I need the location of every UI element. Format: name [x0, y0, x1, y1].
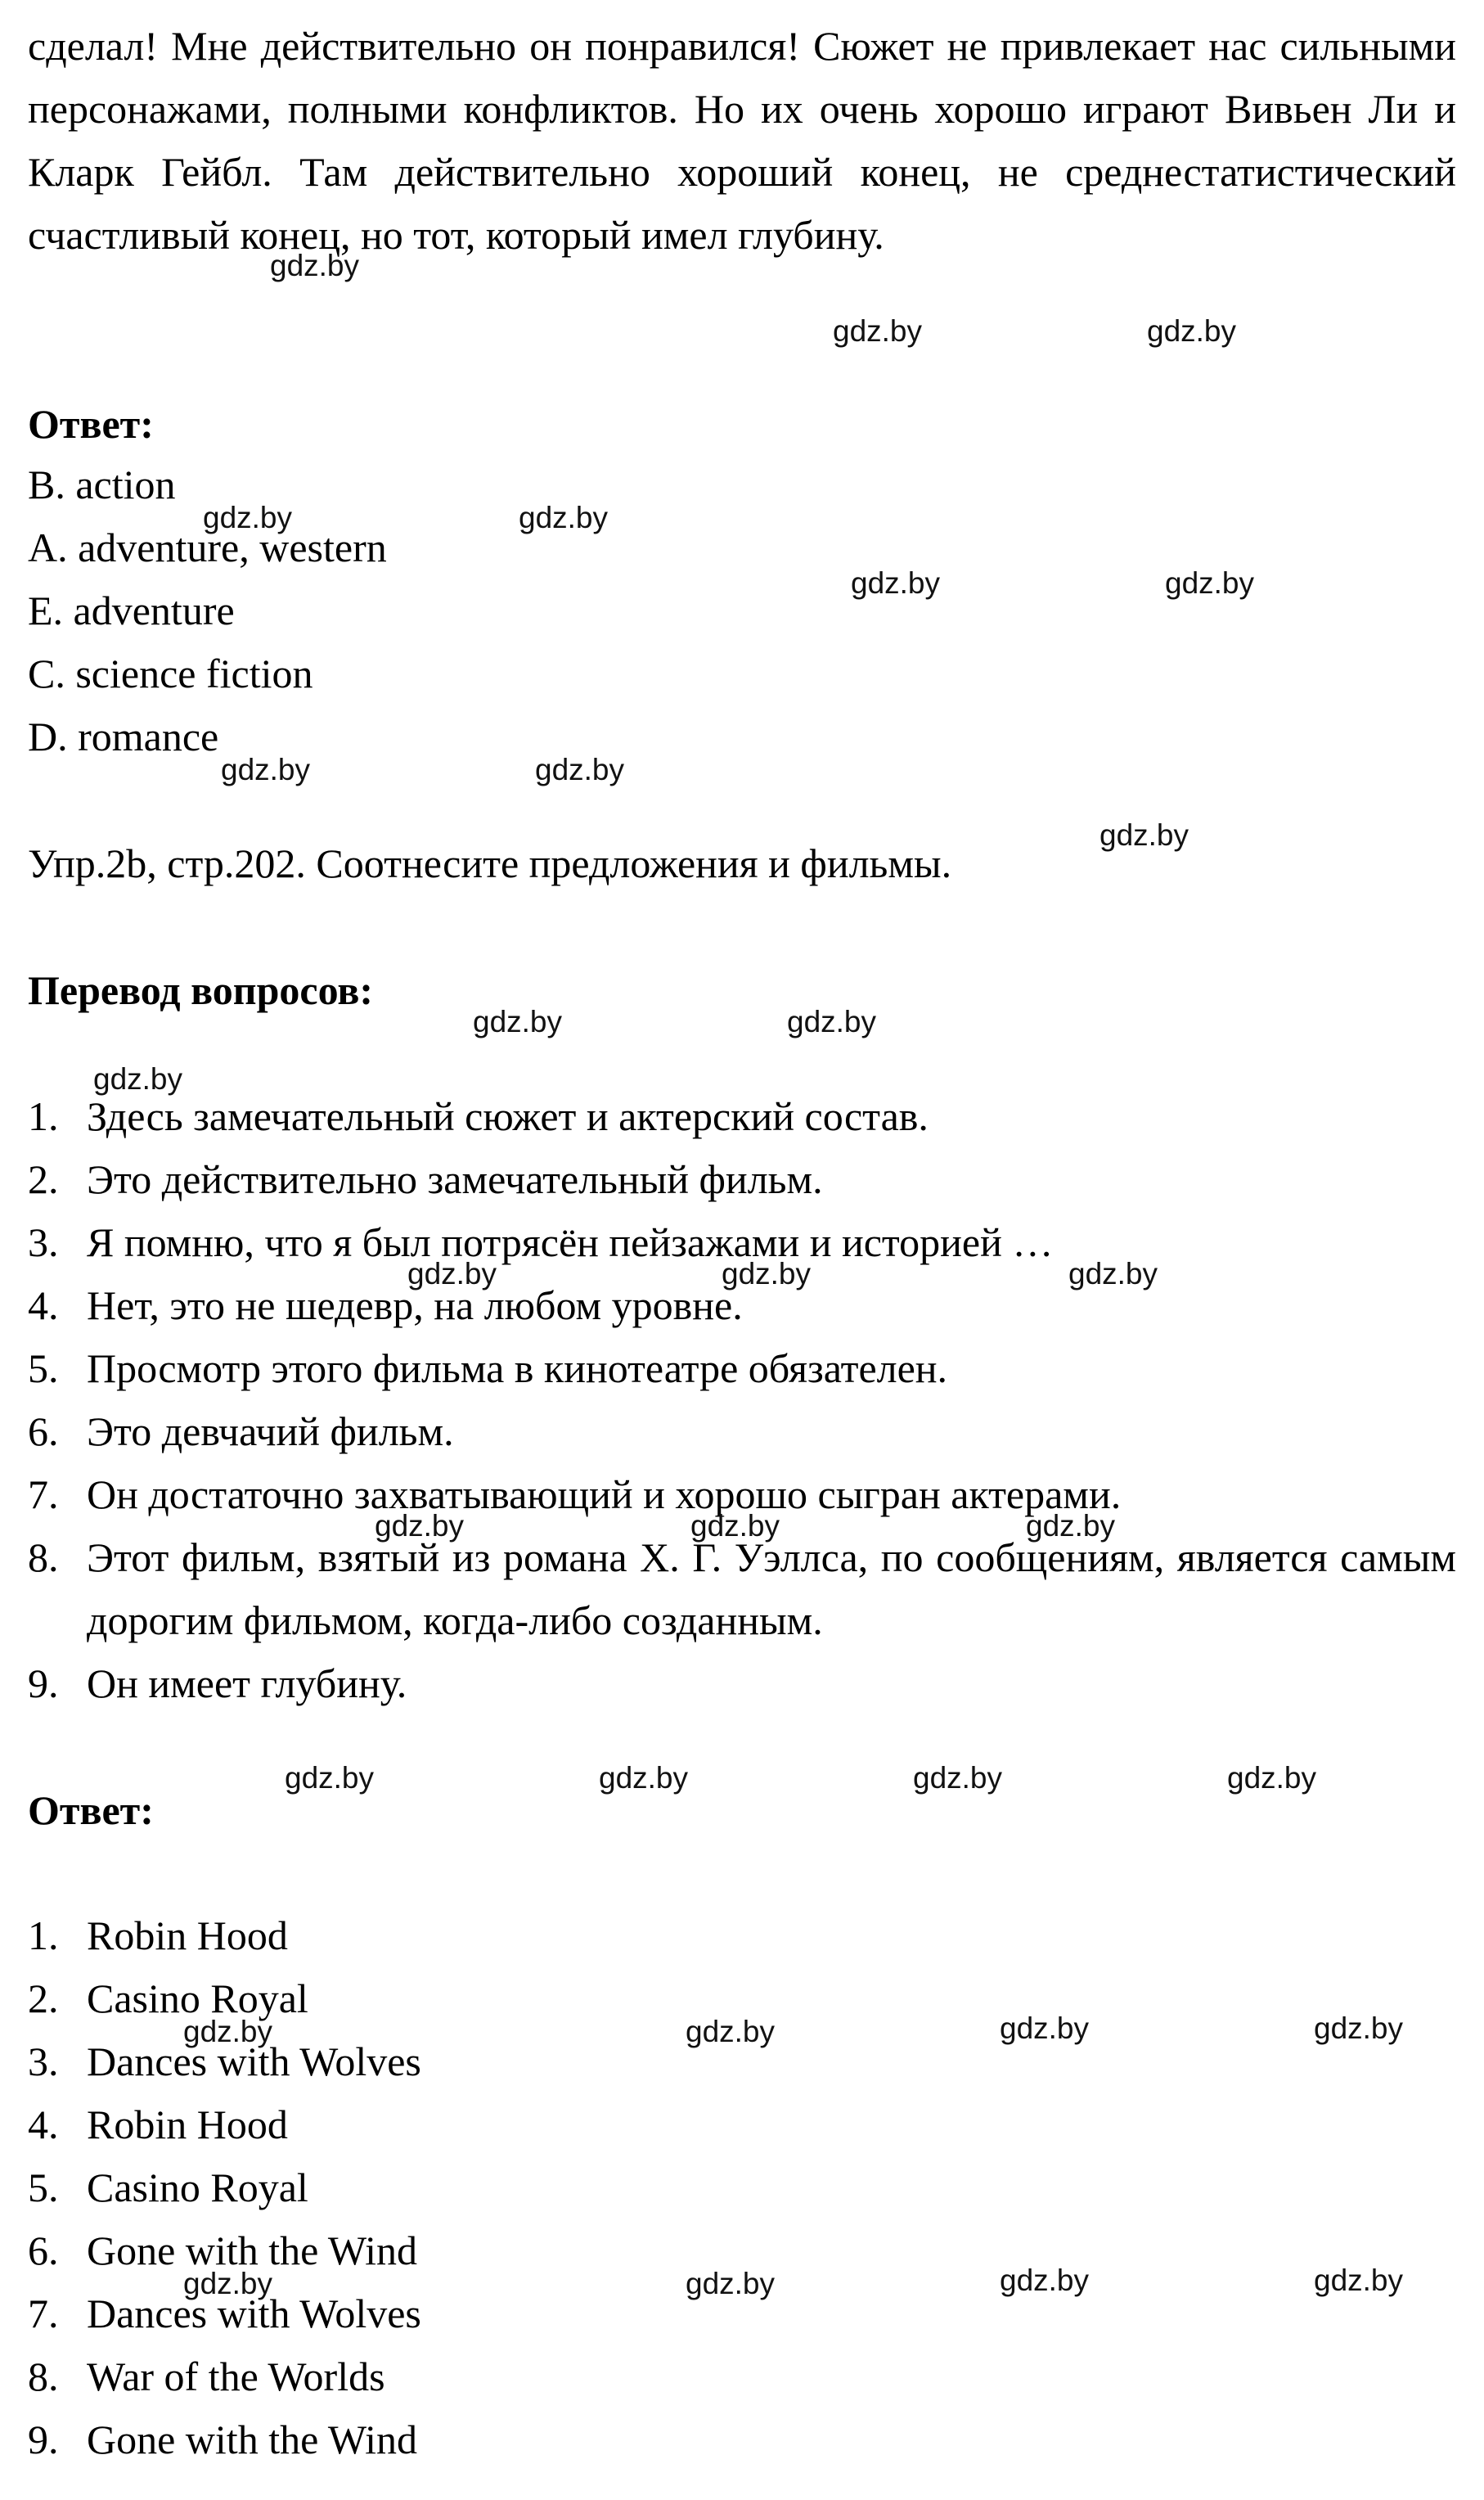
item-number: 2. [28, 1975, 59, 2021]
watermark: gdz.by [722, 1257, 812, 1291]
item-number: 4. [28, 2101, 59, 2147]
watermark: gdz.by [93, 1062, 183, 1096]
watermark: gdz.by [270, 249, 360, 282]
item-text: Casino Royal [87, 2164, 308, 2210]
watermark: gdz.by [913, 1761, 1003, 1795]
item-number: 1. [28, 1912, 59, 1958]
translation-item [28, 1085, 1456, 1148]
answer-2-item [28, 2408, 1456, 2471]
item-number: 7. [28, 1471, 59, 1517]
item-text: Gone with the Wind [87, 2227, 417, 2273]
item-text: Dances with Wolves [87, 2291, 421, 2336]
item-text: Этот фильм, взятый из романа Х. Г. Уэллса, по сообщениям, является самым дорогим фильмом, когда-либо созданным. [87, 1534, 1456, 1643]
item-number: 3. [28, 2038, 59, 2084]
answer-heading-1: Ответ: [28, 401, 154, 447]
watermark: gdz.by [690, 1509, 780, 1543]
watermark: gdz.by [183, 2015, 273, 2048]
watermark: gdz.by [407, 1257, 497, 1291]
answer-1-item: D. romance [28, 714, 219, 759]
item-text: Casino Royal [87, 1975, 308, 2021]
exercise-title: Упр.2b, стр.202. Соотнесите предложения и фильмы. [28, 840, 952, 886]
answer-heading-2: Ответ: [28, 1787, 154, 1833]
watermark: gdz.by [473, 1005, 563, 1038]
translation-item [28, 1337, 1456, 1400]
watermark: gdz.by [1314, 2011, 1404, 2045]
watermark: gdz.by [1026, 1509, 1116, 1543]
answer-1-item: A. adventure, western [28, 525, 387, 570]
item-number: 8. [28, 2354, 59, 2399]
watermark: gdz.by [686, 2015, 776, 2048]
watermark: gdz.by [1165, 566, 1255, 600]
item-text: Это девчачий фильм. [87, 1408, 454, 1454]
item-text: Gone with the Wind [87, 2417, 417, 2462]
translation-item [28, 1400, 1456, 1463]
item-number: 1. [28, 1093, 59, 1139]
answer-1-item: E. adventure [28, 588, 235, 633]
item-number: 5. [28, 2164, 59, 2210]
item-number: 7. [28, 2291, 59, 2336]
item-number: 6. [28, 2227, 59, 2273]
item-number: 6. [28, 1408, 59, 1454]
item-text: Я помню, что я был потрясён пейзажами и историей … [87, 1219, 1054, 1265]
item-text: Robin Hood [87, 1912, 288, 1958]
watermark: gdz.by [203, 501, 293, 534]
item-text: Нет, это не шедевр, на любом уровне. [87, 1282, 743, 1328]
item-number: 8. [28, 1534, 59, 1580]
intro-paragraph: сделал! Мне действительно он понравился! Сюжет не привлекает нас сильными персонажами, полными конфликтов. Но их очень хорошо играют Вивьен Ли и Кларк Гейбл. Там действительно хороший конец, не среднестатистический счастливый конец, но тот, который имел глубину. [28, 23, 1456, 258]
translation-item [28, 1148, 1456, 1211]
item-number: 5. [28, 1345, 59, 1391]
item-number: 2. [28, 1156, 59, 1202]
watermark: gdz.by [1000, 2264, 1090, 2297]
watermark: gdz.by [1227, 1761, 1317, 1795]
item-text: Это действительно замечательный фильм. [87, 1156, 823, 1202]
item-number: 4. [28, 1282, 59, 1328]
translation-item [28, 1652, 1456, 1715]
watermark: gdz.by [686, 2267, 776, 2300]
item-text: Dances with Wolves [87, 2038, 421, 2084]
answer-2-item [28, 1904, 1456, 1967]
answer-2-item [28, 2345, 1456, 2408]
item-number: 9. [28, 1660, 59, 1706]
watermark: gdz.by [1100, 818, 1189, 852]
answer-2-item [28, 2156, 1456, 2219]
watermark: gdz.by [183, 2267, 273, 2300]
item-number: 9. [28, 2417, 59, 2462]
item-text: Robin Hood [87, 2101, 288, 2147]
item-text: War of the Worlds [87, 2354, 385, 2399]
watermark: gdz.by [1000, 2011, 1090, 2045]
answer-2-item [28, 2093, 1456, 2156]
translation-heading: Перевод вопросов: [28, 967, 373, 1013]
answer-1-item: C. science fiction [28, 651, 313, 696]
item-text: Здесь замечательный сюжет и актерский состав. [87, 1093, 929, 1139]
watermark: gdz.by [285, 1761, 375, 1795]
watermark: gdz.by [787, 1005, 877, 1038]
item-text: Он достаточно захватывающий и хорошо сыгран актерами. [87, 1471, 1122, 1517]
watermark: gdz.by [535, 753, 625, 786]
translation-item [28, 1526, 1456, 1652]
watermark: gdz.by [221, 753, 311, 786]
watermark: gdz.by [599, 1761, 689, 1795]
watermark: gdz.by [1068, 1257, 1158, 1291]
watermark: gdz.by [375, 1509, 465, 1543]
item-number: 3. [28, 1219, 59, 1265]
item-text: Он имеет глубину. [87, 1660, 407, 1706]
answer-1-item: B. action [28, 462, 176, 507]
watermark: gdz.by [833, 314, 923, 348]
watermark: gdz.by [1147, 314, 1237, 348]
watermark: gdz.by [1314, 2264, 1404, 2297]
watermark: gdz.by [851, 566, 941, 600]
watermark: gdz.by [519, 501, 609, 534]
item-text: Просмотр этого фильма в кинотеатре обязателен. [87, 1345, 948, 1391]
